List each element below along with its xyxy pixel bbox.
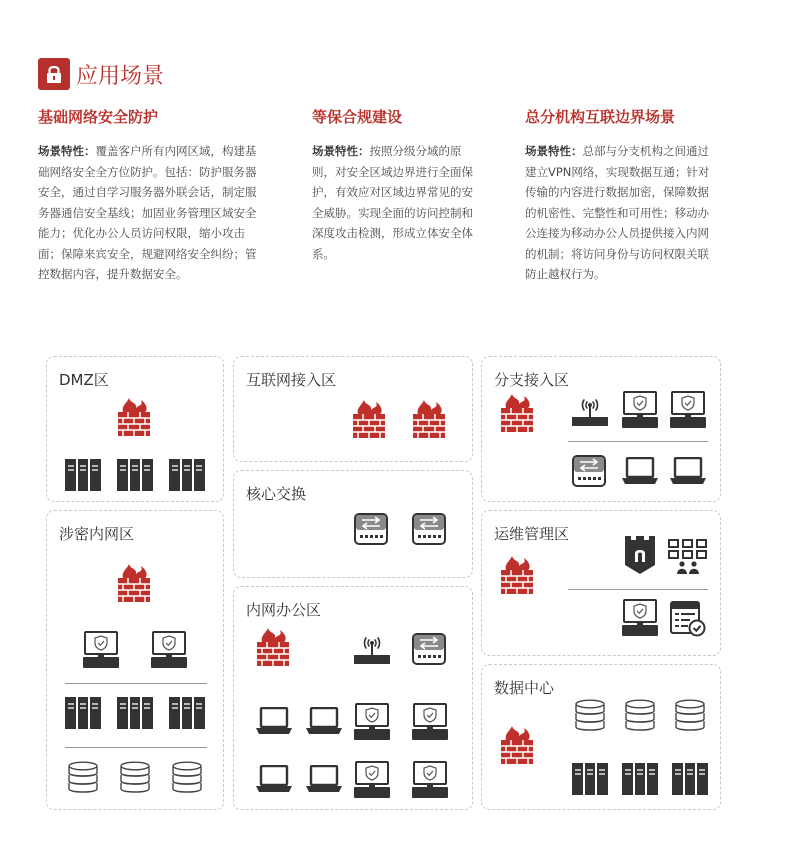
zone-dmz — [46, 356, 224, 502]
server-rack-icon — [65, 459, 101, 491]
zone-branch-access — [481, 356, 721, 502]
router-icon — [572, 395, 608, 427]
firewall-icon — [352, 399, 386, 439]
desktop-shield-icon — [412, 761, 448, 799]
firewall-icon — [412, 399, 446, 439]
column-body — [312, 141, 482, 264]
desktop-shield-icon — [412, 703, 448, 741]
database-icon — [171, 761, 203, 793]
zone-title: 分支接入区 — [494, 371, 570, 389]
firewall-icon — [256, 627, 290, 667]
desktop-shield-icon — [354, 761, 390, 799]
column-branch-interconnect — [525, 106, 711, 285]
server-rack-icon — [117, 697, 153, 729]
laptop-icon — [306, 765, 342, 793]
firewall-icon — [117, 563, 151, 603]
user-grid-icon — [668, 539, 708, 575]
database-icon — [624, 699, 656, 731]
column-title: 总分机构互联边界场景 — [525, 108, 676, 126]
laptop-icon — [256, 765, 292, 793]
divider — [568, 589, 708, 590]
zone-title: DMZ区 — [59, 371, 109, 389]
bastion-host-icon — [624, 535, 656, 575]
server-rack-icon — [622, 763, 658, 795]
column-label: 场景特性： — [525, 144, 583, 158]
zone-secret-intranet — [46, 510, 224, 810]
database-icon — [674, 699, 706, 731]
firewall-icon — [117, 397, 151, 437]
firewall-icon — [500, 725, 534, 765]
column-text: 按照分级分域的原则，对安全区域边界进行全面保护，有效应对区域边界常见的安全威胁。实现全面的访问控制和深度攻击检测，形成立体安全体系。 — [312, 144, 473, 261]
column-title: 基础网络安全防护 — [38, 108, 159, 126]
firewall-icon — [500, 555, 534, 595]
router-icon — [354, 633, 390, 665]
zone-title: 互联网接入区 — [246, 371, 337, 389]
database-icon — [574, 699, 606, 731]
server-rack-icon — [672, 763, 708, 795]
column-title: 等保合规建设 — [312, 108, 403, 126]
laptop-icon — [622, 457, 658, 485]
switch-icon — [412, 513, 446, 545]
audit-server-icon — [670, 601, 706, 637]
laptop-icon — [306, 707, 342, 735]
divider — [568, 441, 708, 442]
column-basic-protection — [38, 106, 266, 285]
laptop-icon — [256, 707, 292, 735]
column-compliance — [312, 106, 482, 264]
laptop-icon — [670, 457, 706, 485]
zone-internet-access — [233, 356, 473, 462]
desktop-shield-icon — [670, 391, 706, 429]
zone-title: 数据中心 — [494, 679, 555, 697]
section-header — [38, 58, 164, 90]
zone-intranet-office — [233, 586, 473, 810]
desktop-shield-icon — [622, 599, 658, 637]
column-body — [525, 141, 711, 285]
zone-core-switch — [233, 470, 473, 578]
switch-icon — [412, 633, 446, 665]
column-label: 场景特性： — [38, 144, 96, 158]
zone-title: 核心交换 — [246, 485, 307, 503]
desktop-shield-icon — [354, 703, 390, 741]
page-title: 应用场景 — [76, 63, 165, 89]
column-text: 总部与分支机构之间通过建立VPN网络，实现数据互通；针对传输的内容进行数据加密，保障数据的机密性、完整性和可用性；移动办公连接为移动办公人员提供接入内网的机制；将访问身份与访问权限关联防止越权行为。 — [525, 144, 710, 281]
zone-data-center — [481, 664, 721, 810]
server-rack-icon — [117, 459, 153, 491]
lock-icon — [38, 58, 70, 90]
server-rack-icon — [169, 697, 205, 729]
desktop-shield-icon — [622, 391, 658, 429]
server-rack-icon — [65, 697, 101, 729]
desktop-shield-icon — [151, 631, 187, 669]
database-icon — [119, 761, 151, 793]
divider — [65, 747, 207, 748]
zone-title: 内网办公区 — [246, 601, 322, 619]
desktop-shield-icon — [83, 631, 119, 669]
firewall-icon — [500, 393, 534, 433]
zone-title: 运维管理区 — [494, 525, 570, 543]
column-label: 场景特性： — [312, 144, 370, 158]
server-rack-icon — [572, 763, 608, 795]
column-body — [38, 141, 266, 285]
zone-ops-management — [481, 510, 721, 656]
database-icon — [67, 761, 99, 793]
zone-title: 涉密内网区 — [59, 525, 135, 543]
switch-icon — [354, 513, 388, 545]
divider — [65, 683, 207, 684]
server-rack-icon — [169, 459, 205, 491]
column-text: 覆盖客户所有内网区域，构建基础网络安全全方位防护。包括：防护服务器安全，通过自学习服务器外联会话，制定服务器通信安全基线；加固业务管理区域安全能力；优化办公人员访问权限，缩小攻击面；保障来宾安全，规避网络安全纠纷；管控数据内容，提升数据安全。 — [38, 144, 257, 281]
switch-icon — [572, 455, 606, 487]
